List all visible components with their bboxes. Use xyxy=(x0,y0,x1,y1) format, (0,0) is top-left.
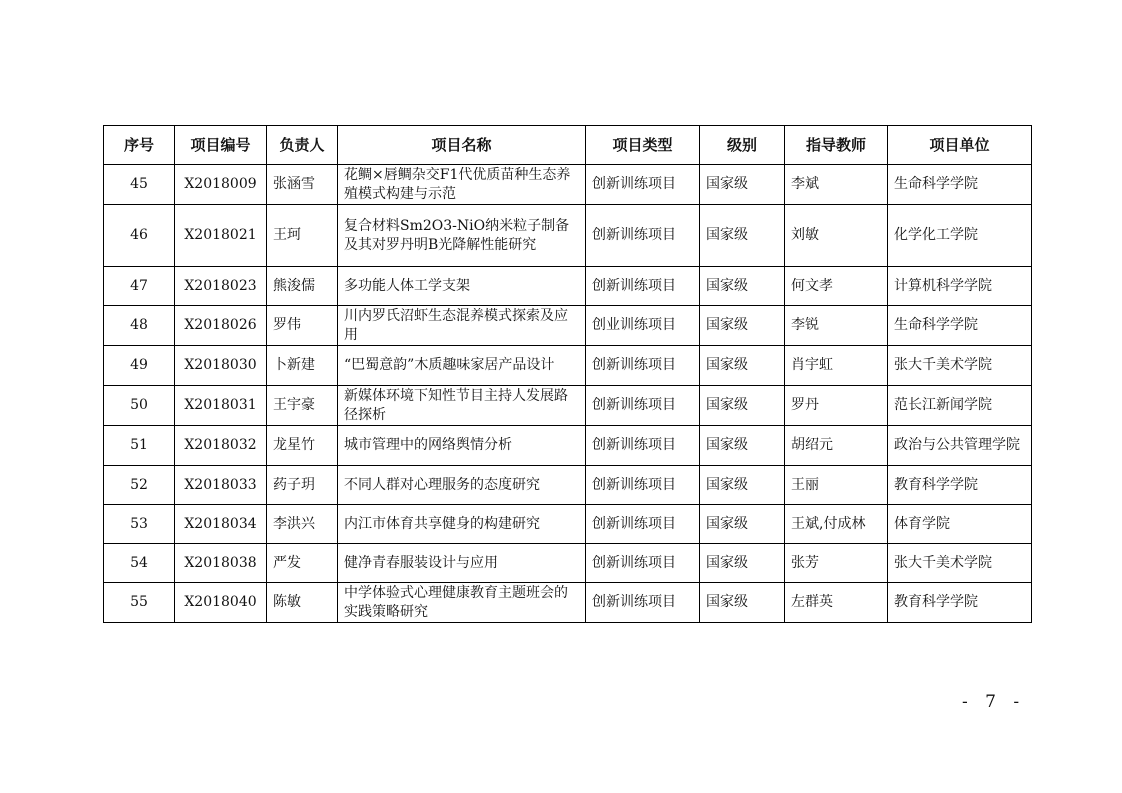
cell-level: 国家级 xyxy=(700,466,785,505)
cell-advisor: 胡绍元 xyxy=(785,426,888,466)
header-seq: 序号 xyxy=(104,126,175,165)
header-project-code: 项目编号 xyxy=(175,126,267,165)
table-row xyxy=(104,426,1032,466)
cell-seq: 53 xyxy=(104,505,175,544)
cell-unit: 计算机科学学院 xyxy=(888,267,1032,306)
cell-project-code: X2018040 xyxy=(175,583,267,623)
table-header-row xyxy=(104,126,1032,165)
cell-advisor: 罗丹 xyxy=(785,386,888,426)
cell-seq: 51 xyxy=(104,426,175,466)
cell-unit: 张大千美术学院 xyxy=(888,346,1032,386)
cell-unit: 化学化工学院 xyxy=(888,205,1032,267)
cell-project-type: 创业训练项目 xyxy=(586,306,700,346)
cell-seq: 47 xyxy=(104,267,175,306)
header-advisor: 指导教师 xyxy=(785,126,888,165)
cell-unit: 范长江新闻学院 xyxy=(888,386,1032,426)
table-row xyxy=(104,306,1032,346)
cell-level: 国家级 xyxy=(700,583,785,623)
table-row xyxy=(104,583,1032,623)
cell-project-code: X2018034 xyxy=(175,505,267,544)
table-row xyxy=(104,386,1032,426)
cell-unit: 生命科学学院 xyxy=(888,306,1032,346)
project-table xyxy=(103,125,1032,623)
cell-leader: 张涵雪 xyxy=(267,165,338,205)
cell-seq: 54 xyxy=(104,544,175,583)
cell-advisor: 王丽 xyxy=(785,466,888,505)
cell-level: 国家级 xyxy=(700,386,785,426)
cell-project-code: X2018009 xyxy=(175,165,267,205)
cell-unit: 体育学院 xyxy=(888,505,1032,544)
cell-unit: 教育科学学院 xyxy=(888,583,1032,623)
cell-project-name: 中学体验式心理健康教育主题班会的实践策略研究 xyxy=(338,583,586,623)
cell-leader: 药子玥 xyxy=(267,466,338,505)
cell-level: 国家级 xyxy=(700,306,785,346)
cell-project-code: X2018032 xyxy=(175,426,267,466)
cell-unit: 政治与公共管理学院 xyxy=(888,426,1032,466)
cell-level: 国家级 xyxy=(700,165,785,205)
cell-project-type: 创新训练项目 xyxy=(586,165,700,205)
cell-leader: 王珂 xyxy=(267,205,338,267)
cell-project-code: X2018031 xyxy=(175,386,267,426)
cell-project-code: X2018026 xyxy=(175,306,267,346)
cell-level: 国家级 xyxy=(700,267,785,306)
cell-project-type: 创新训练项目 xyxy=(586,205,700,267)
table-row xyxy=(104,466,1032,505)
cell-project-type: 创新训练项目 xyxy=(586,346,700,386)
cell-project-code: X2018033 xyxy=(175,466,267,505)
header-leader: 负责人 xyxy=(267,126,338,165)
cell-advisor: 张芳 xyxy=(785,544,888,583)
cell-level: 国家级 xyxy=(700,505,785,544)
cell-project-code: X2018021 xyxy=(175,205,267,267)
cell-project-name: 花鲷×唇鲷杂交F1代优质苗种生态养殖模式构建与示范 xyxy=(338,165,586,205)
cell-leader: 卜新建 xyxy=(267,346,338,386)
cell-advisor: 李锐 xyxy=(785,306,888,346)
cell-leader: 陈敏 xyxy=(267,583,338,623)
cell-advisor: 李斌 xyxy=(785,165,888,205)
cell-project-name: 新媒体环境下知性节目主持人发展路径探析 xyxy=(338,386,586,426)
cell-project-code: X2018038 xyxy=(175,544,267,583)
cell-project-type: 创新训练项目 xyxy=(586,544,700,583)
cell-leader: 罗伟 xyxy=(267,306,338,346)
cell-seq: 55 xyxy=(104,583,175,623)
cell-project-name: “巴蜀意韵”木质趣味家居产品设计 xyxy=(338,346,586,386)
cell-level: 国家级 xyxy=(700,426,785,466)
cell-project-name: 不同人群对心理服务的态度研究 xyxy=(338,466,586,505)
cell-seq: 46 xyxy=(104,205,175,267)
cell-advisor: 刘敏 xyxy=(785,205,888,267)
cell-project-name: 内江市体育共享健身的构建研究 xyxy=(338,505,586,544)
cell-unit: 教育科学学院 xyxy=(888,466,1032,505)
header-level: 级别 xyxy=(700,126,785,165)
cell-project-name: 川内罗氏沼虾生态混养模式探索及应用 xyxy=(338,306,586,346)
cell-seq: 52 xyxy=(104,466,175,505)
header-unit: 项目单位 xyxy=(888,126,1032,165)
cell-leader: 熊浚儒 xyxy=(267,267,338,306)
cell-seq: 50 xyxy=(104,386,175,426)
page-number: - 7 - xyxy=(962,692,1026,712)
cell-project-name: 健净青春服装设计与应用 xyxy=(338,544,586,583)
cell-level: 国家级 xyxy=(700,346,785,386)
table-row xyxy=(104,505,1032,544)
cell-project-name: 多功能人体工学支架 xyxy=(338,267,586,306)
cell-project-code: X2018030 xyxy=(175,346,267,386)
cell-project-type: 创新训练项目 xyxy=(586,267,700,306)
table-row xyxy=(104,205,1032,267)
header-project-name: 项目名称 xyxy=(338,126,586,165)
cell-leader: 严发 xyxy=(267,544,338,583)
cell-advisor: 何文孝 xyxy=(785,267,888,306)
cell-project-name: 复合材料Sm2O3-NiO纳米粒子制备及其对罗丹明B光降解性能研究 xyxy=(338,205,586,267)
table-row xyxy=(104,346,1032,386)
cell-project-name: 城市管理中的网络舆情分析 xyxy=(338,426,586,466)
cell-seq: 49 xyxy=(104,346,175,386)
cell-seq: 45 xyxy=(104,165,175,205)
cell-leader: 龙星竹 xyxy=(267,426,338,466)
table-row xyxy=(104,267,1032,306)
cell-project-type: 创新训练项目 xyxy=(586,466,700,505)
cell-project-type: 创新训练项目 xyxy=(586,505,700,544)
cell-leader: 王宇豪 xyxy=(267,386,338,426)
cell-advisor: 王斌,付成林 xyxy=(785,505,888,544)
cell-advisor: 肖宇虹 xyxy=(785,346,888,386)
cell-level: 国家级 xyxy=(700,544,785,583)
cell-level: 国家级 xyxy=(700,205,785,267)
cell-project-type: 创新训练项目 xyxy=(586,426,700,466)
table-row xyxy=(104,544,1032,583)
cell-project-type: 创新训练项目 xyxy=(586,583,700,623)
cell-project-code: X2018023 xyxy=(175,267,267,306)
header-project-type: 项目类型 xyxy=(586,126,700,165)
table-row xyxy=(104,165,1032,205)
cell-project-type: 创新训练项目 xyxy=(586,386,700,426)
cell-leader: 李洪兴 xyxy=(267,505,338,544)
cell-unit: 张大千美术学院 xyxy=(888,544,1032,583)
cell-seq: 48 xyxy=(104,306,175,346)
cell-unit: 生命科学学院 xyxy=(888,165,1032,205)
cell-advisor: 左群英 xyxy=(785,583,888,623)
